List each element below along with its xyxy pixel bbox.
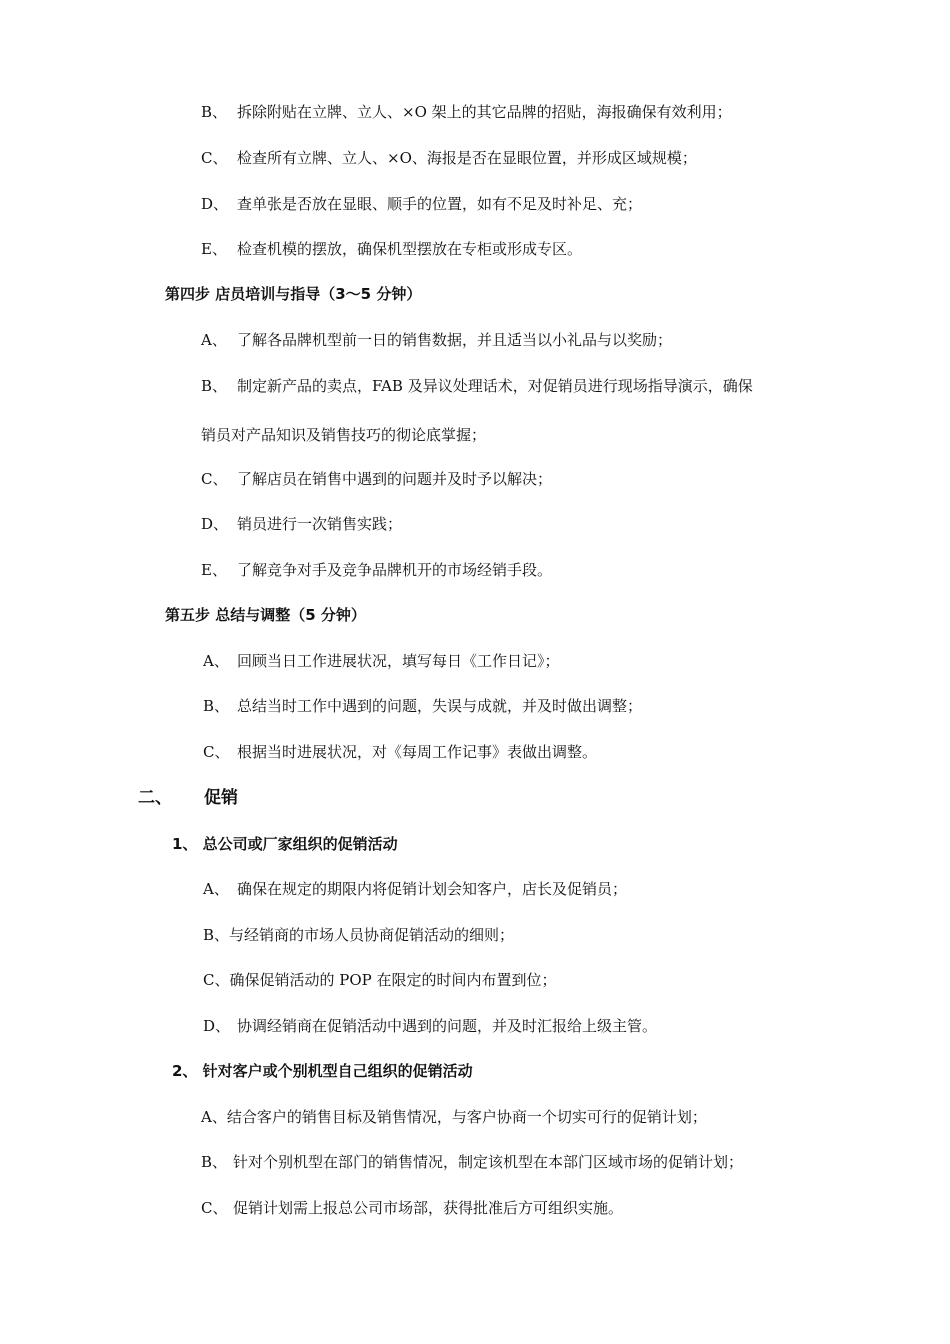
item-marker: D、 [201, 195, 229, 213]
list-item [203, 1016, 657, 1036]
item-marker: B、 [201, 1153, 228, 1171]
subsection-heading: 1、 总公司或厂家组织的促销活动 [172, 835, 398, 853]
item-text: 检查机模的摆放，确保机型摆放在专柜或形成专区。 [237, 240, 583, 258]
list-item [201, 376, 753, 396]
item-marker: C、 [201, 1199, 228, 1217]
item-marker: B、 [201, 103, 228, 121]
item-text: 回顾当日工作进展状况，填写每日《工作日记》； [237, 652, 560, 670]
list-item [203, 970, 557, 990]
item-text: 确保促销活动的 POP 在限定的时间内布置到位； [229, 971, 557, 989]
list-item-continuation [201, 425, 486, 445]
item-marker: B、 [203, 697, 230, 715]
item-text: 确保在规定的期限内将促销计划会知客户，店长及促销员； [237, 880, 628, 898]
item-text: 销员对产品知识及销售技巧的彻论底掌握； [201, 426, 487, 444]
item-text: 协调经销商在促销活动中遇到的问题，并及时汇报给上级主管。 [237, 1017, 658, 1035]
list-item [201, 194, 642, 214]
subsection-heading: 2、 针对客户或个别机型自己组织的促销活动 [172, 1062, 473, 1080]
item-marker: C、 [203, 971, 230, 989]
list-item [201, 469, 552, 489]
item-text: 结合客户的销售目标及销售情况，与客户协商一个切实可行的促销计划； [226, 1108, 707, 1126]
item-marker: C、 [201, 149, 228, 167]
item-marker: A、 [201, 331, 227, 349]
item-marker: E、 [201, 561, 227, 579]
item-text: 了解各品牌机型前一日的销售数据，并且适当以小礼品与以奖励； [237, 331, 673, 349]
list-item [201, 1198, 623, 1218]
item-marker: A、 [203, 880, 229, 898]
item-marker: B、 [201, 377, 228, 395]
item-marker: D、 [201, 515, 229, 533]
item-text: 制定新产品的卖点，FAB 及异议处理话术，对促销员进行现场指导演示，确保 [237, 377, 753, 395]
item-text: 针对个别机型在部门的销售情况，制定该机型在本部门区域市场的促销计划； [233, 1153, 744, 1171]
list-item [203, 879, 627, 899]
list-item [201, 330, 672, 350]
item-text: 根据当时进展状况，对《每周工作记事》表做出调整。 [237, 743, 598, 761]
list-item [201, 239, 582, 259]
list-item [201, 148, 697, 168]
list-item [201, 1152, 743, 1172]
list-item [203, 925, 514, 945]
item-marker: A、 [203, 652, 229, 670]
list-item [203, 651, 560, 671]
item-marker: C、 [201, 470, 228, 488]
item-text: 促销计划需上报总公司市场部，获得批准后方可组织实施。 [233, 1199, 624, 1217]
item-text: 总结当时工作中遇到的问题，失误与成就，并及时做出调整； [237, 697, 643, 715]
step4-heading: 第四步 店员培训与指导（3～5 分钟） [165, 285, 422, 303]
item-text: 与经销商的市场人员协商促销活动的细则； [229, 926, 515, 944]
item-marker: B、 [203, 926, 230, 944]
list-item [201, 560, 552, 580]
item-text: 查单张是否放在显眼、顺手的位置，如有不足及时补足、充； [237, 195, 643, 213]
list-item [201, 514, 402, 534]
item-text: 了解竞争对手及竞争品牌机开的市场经销手段。 [237, 561, 553, 579]
list-item [203, 742, 597, 762]
list-item [203, 696, 642, 716]
item-marker: A、 [201, 1108, 227, 1126]
item-text: 检查所有立牌、立人、×O、海报是否在显眼位置，并形成区域规模； [237, 149, 697, 167]
item-text: 了解店员在销售中遇到的问题并及时予以解决； [237, 470, 553, 488]
item-marker: D、 [203, 1017, 231, 1035]
section-heading [138, 788, 238, 808]
item-text: 销员进行一次销售实践； [237, 515, 403, 533]
section-number: 二、 [138, 788, 172, 808]
item-marker: E、 [201, 240, 227, 258]
list-item [201, 1107, 707, 1127]
step5-heading: 第五步 总结与调整（5 分钟） [165, 606, 366, 624]
section-title: 促销 [204, 788, 238, 808]
item-marker: C、 [203, 743, 230, 761]
item-text: 拆除附贴在立牌、立人、×O 架上的其它品牌的招贴，海报确保有效利用； [237, 103, 732, 121]
list-item [201, 102, 732, 122]
